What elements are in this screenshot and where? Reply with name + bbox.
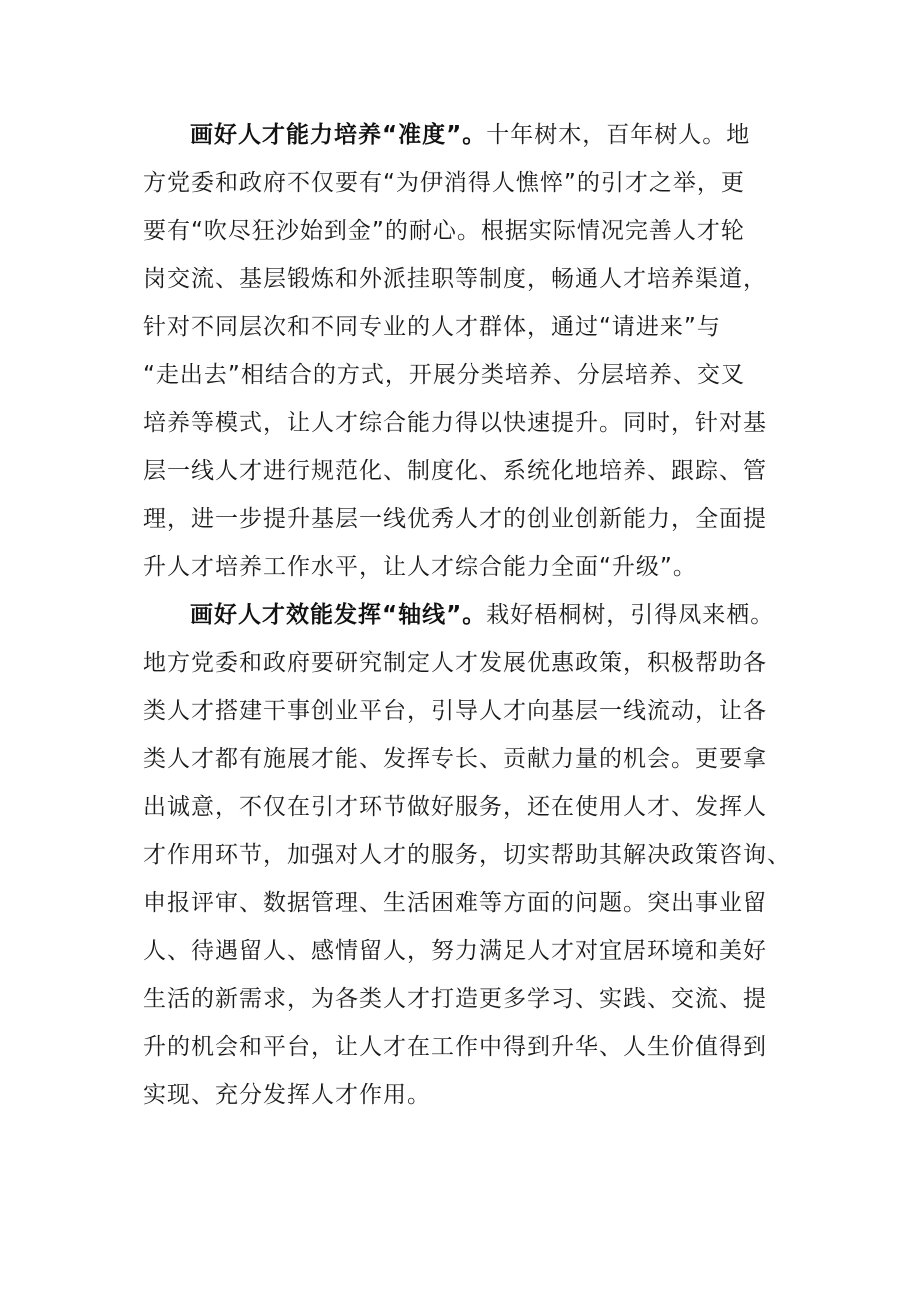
paragraph-2-line-9: 生活的新需求，为各类人才打造更多学习、实践、交流、提 xyxy=(143,986,767,1012)
paragraph-2-line-1 xyxy=(190,597,793,633)
paragraph-2-line-3: 类人才搭建干事创业平台，引导人才向基层一线流动，让各 xyxy=(143,698,767,724)
paragraph-2-line-4: 类人才都有施展才能、发挥专长、贡献力量的机会。更要拿 xyxy=(143,746,767,772)
paragraph-1-line-9: 理，进一步提升基层一线优秀人才的创业创新能力，全面提 xyxy=(143,506,767,532)
paragraph-2-line-7: 申报评审、数据管理、生活困难等方面的问题。突出事业留 xyxy=(143,890,767,916)
paragraph-2-line-8: 人、待遇留人、感情留人，努力满足人才对宜居环境和美好 xyxy=(143,938,767,964)
paragraph-2-line-10: 升的机会和平台，让人才在工作中得到升华、人生价值得到 xyxy=(143,1034,767,1060)
paragraph-1-line-5: 针对不同层次和不同专业的人才群体，通过“请进来”与 xyxy=(143,314,721,340)
paragraph-2-line-2: 地方党委和政府要研究制定人才发展优惠政策，积极帮助各 xyxy=(143,650,767,676)
paragraph-1-line-6: “走出去”相结合的方式，开展分类培养、分层培养、交叉 xyxy=(143,362,745,388)
paragraph-2-line-6: 才作用环节，加强对人才的服务，切实帮助其解决政策咨询、 xyxy=(143,842,791,868)
paragraph-2-text: 栽好梧桐树，引得凤来栖。 xyxy=(486,602,775,628)
paragraph-1-text: 十年树木，百年树人。地 xyxy=(486,122,751,148)
paragraph-1-line-7: 培养等模式，让人才综合能力得以快速提升。同时，针对基 xyxy=(143,410,767,436)
paragraph-1-line-4: 岗交流、基层锻炼和外派挂职等制度，畅通人才培养渠道， xyxy=(143,266,767,292)
paragraph-1-line-1 xyxy=(190,117,793,153)
paragraph-1-line-10: 升人才培养工作水平，让人才综合能力全面“升级”。 xyxy=(143,554,697,580)
paragraph-1-line-2: 方党委和政府不仅要有“为伊消得人憔悴”的引才之举，更 xyxy=(143,170,745,196)
paragraph-1-line-8: 层一线人才进行规范化、制度化、系统化地培养、跟踪、管 xyxy=(143,458,767,484)
paragraph-2-line-11: 实现、充分发挥人才作用。 xyxy=(143,1082,431,1108)
paragraph-1-line-3: 要有“吹尽狂沙始到金”的耐心。根据实际情况完善人才轮 xyxy=(143,218,745,244)
paragraph-2-line-5: 出诚意，不仅在引才环节做好服务，还在使用人才、发挥人 xyxy=(143,794,767,820)
paragraph-2-heading: 画好人才效能发挥“轴线”。 xyxy=(190,602,487,628)
paragraph-1-heading: 画好人才能力培养“准度”。 xyxy=(190,122,487,148)
